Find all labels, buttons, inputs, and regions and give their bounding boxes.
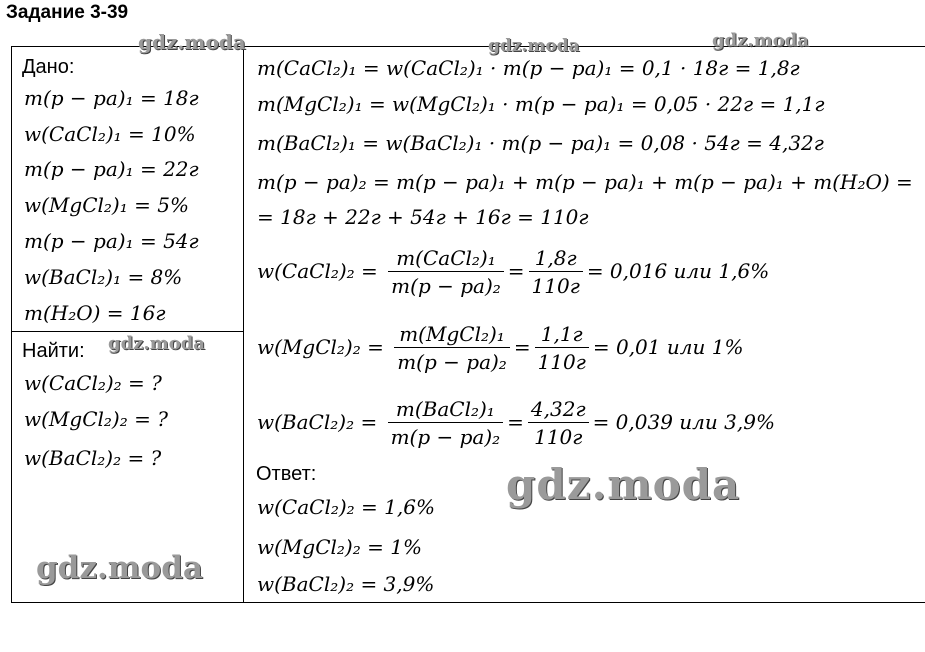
numerator: 1,1г (535, 321, 589, 348)
or-word: или (679, 410, 718, 434)
solution-line: m(BaCl₂)₁ = w(BaCl₂)₁ · m(p − pa)₁ = 0,08 · 54г = 4,32г (257, 131, 824, 155)
fraction (529, 245, 583, 300)
solution-line: m(CaCl₂)₁ = w(CaCl₂)₁ · m(p − pa)₁ = 0,1 · 18г = 1,8г (257, 56, 800, 80)
numerator: m(BaCl₂)₁ (388, 396, 504, 423)
given-item: m(p − pa)₁ = 18г (24, 86, 199, 110)
numerator: m(MgCl₂)₁ (394, 321, 510, 348)
denominator: m(p − pa)₂ (397, 350, 507, 374)
numerator: 4,32г (528, 396, 589, 423)
answer-item: w(CaCl₂)₂ = 1,6% (257, 495, 435, 519)
find-item: w(MgCl₂)₂ = ? (24, 407, 168, 431)
formula-percent: 3,9% (724, 410, 775, 434)
answer-label: Ответ: (256, 463, 317, 485)
fraction-formula-bacl2: w(BaCl₂)₂ = $\frac{\text{m(BaCl₂)₁}}{\text{m(p − pa)₂}}$ = $\frac{4,32г}{110г}$ = 0,039 или 3,9% (257, 397, 775, 449)
or-word: или (666, 335, 706, 359)
watermark: gdz.moda (108, 333, 205, 354)
numerator: 1,8г (529, 245, 583, 272)
denominator: m(p − pa)₂ (390, 425, 501, 449)
answer-item: w(BaCl₂)₂ = 3,9% (257, 572, 435, 596)
fraction (388, 396, 504, 451)
given-label: Дано: (22, 56, 75, 78)
given-find-divider (11, 331, 244, 332)
denominator: 110г (537, 350, 586, 374)
formula-lhs: w(BaCl₂)₂ = (257, 410, 378, 434)
fraction (528, 396, 589, 451)
given-item: m(H₂O) = 16г (24, 301, 166, 325)
denominator: 110г (531, 274, 580, 298)
given-item: m(p − pa)₁ = 22г (24, 157, 199, 181)
solution-line: m(p − pa)₂ = m(p − pa)₁ + m(p − pa)₁ + m(p − pa)₁ + m(H₂O) = (257, 170, 913, 194)
fraction (394, 321, 510, 376)
find-item: w(BaCl₂)₂ = ? (24, 446, 162, 470)
task-title: Задание 3-39 (6, 2, 129, 23)
formula-lhs: w(CaCl₂)₂ = (257, 259, 378, 283)
fraction (535, 321, 589, 376)
solution-line: = 18г + 22г + 54г + 16г = 110г (257, 205, 589, 229)
denominator: 110г (534, 425, 583, 449)
fraction (388, 245, 504, 300)
solution-line: m(MgCl₂)₁ = w(MgCl₂)₁ · m(p − pa)₁ = 0,05 · 22г = 1,1г (257, 92, 825, 116)
given-item: w(MgCl₂)₁ = 5% (24, 193, 189, 217)
fraction-formula-cacl2: w(CaCl₂)₂ = $\frac{\text{m(CaCl₂)₁}}{\text{m(p − pa)₂}}$ = $\frac{1,8г}{110г}$ = 0,016 или 1,6% (257, 246, 770, 298)
fraction-formula-mgcl2: w(MgCl₂)₂ = $\frac{\text{m(MgCl₂)₁}}{\text{m(p − pa)₂}}$ = $\frac{1,1г}{110г}$ = 0,01 или 1% (257, 322, 744, 374)
watermark: gdz.moda (36, 550, 203, 586)
find-label: Найти: (22, 340, 85, 362)
find-item: w(CaCl₂)₂ = ? (24, 371, 162, 395)
numerator: m(CaCl₂)₁ (388, 245, 504, 272)
watermark: gdz.moda (712, 30, 809, 51)
watermark: gdz.moda (138, 30, 246, 54)
answer-item: w(MgCl₂)₂ = 1% (257, 535, 422, 559)
column-divider (243, 46, 244, 603)
formula-result: = 0,016 (586, 259, 668, 283)
watermark: gdz.moda (506, 460, 741, 509)
denominator: m(p − pa)₂ (391, 274, 501, 298)
given-item: w(CaCl₂)₁ = 10% (24, 122, 196, 146)
formula-percent: 1% (711, 335, 744, 359)
formula-result: = 0,039 (592, 410, 673, 434)
formula-lhs: w(MgCl₂)₂ = (257, 335, 384, 359)
watermark: gdz.moda (488, 36, 580, 56)
formula-percent: 1,6% (718, 259, 770, 283)
or-word: или (673, 259, 713, 283)
formula-result: = 0,01 (592, 335, 661, 359)
given-item: w(BaCl₂)₁ = 8% (24, 265, 183, 289)
given-item: m(p − pa)₁ = 54г (24, 229, 199, 253)
